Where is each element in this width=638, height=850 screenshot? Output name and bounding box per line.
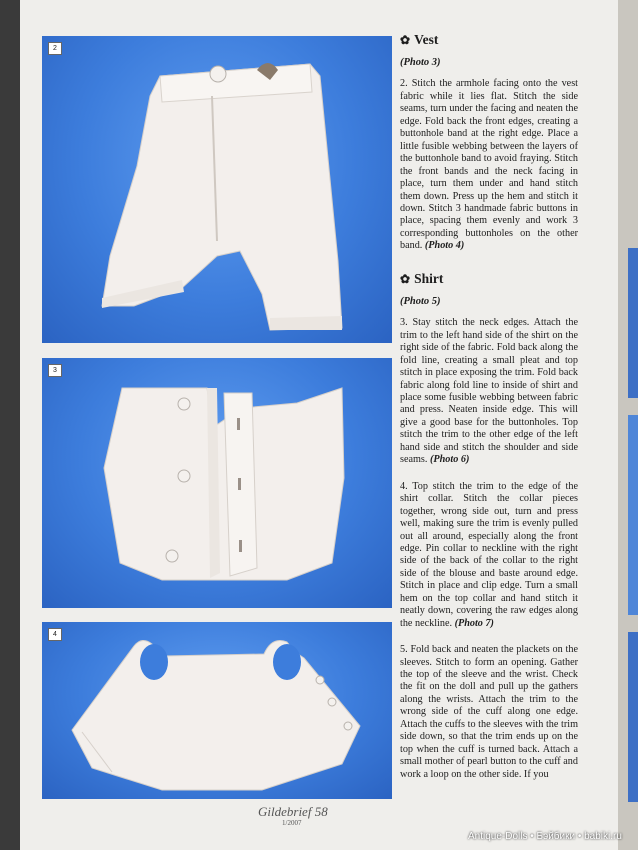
- shirt-step-5: 5. Fold back and neaten the plackets on the sleeves. Stitch to form an opening. Gather the top of the sleeve and the wrist. Check the fit on the doll and pull up the gathers along the wrists. Attach the trim to the wrong side of the cuff along one edge. Attach the cuffs to the sleeves with the trim side down, so that the trim ends up on the top when the cuff is turned back. Attach a small mother of pearl button to the cuff and work a loop on the other side. If you: [400, 644, 578, 780]
- vest-garment: [42, 358, 392, 608]
- photo-number: 2: [48, 42, 62, 55]
- next-page-photo: [628, 248, 638, 398]
- shirt-step-4: 4. Top stitch the trim to the edge of the shirt collar. Stitch the collar pieces together, wrong side out, turn and press well, making sure the trim is evenly pulled out all around, especially along the front edge. Pin collar to neckline with the right side of the back of the collar to the right side of the blouse and baste around edge. Stitch in place and clip edge. Turn a small hem on the top collar and hand stitch it neatly down, covering the raw edges along the neckline. (Photo 7): [400, 480, 578, 629]
- shirt-photo-ref: (Photo 5): [400, 295, 441, 307]
- photo-4-shirt: [42, 622, 392, 799]
- issue-number: 1/2007: [282, 819, 302, 827]
- page-footer: [258, 804, 328, 827]
- next-page-photo: [628, 415, 638, 615]
- vest-photo-ref: (Photo 3): [400, 57, 441, 68]
- shorts-garment: [42, 36, 392, 343]
- photo-number: 4: [48, 628, 62, 641]
- shirt-step-3: 3. Stay stitch the neck edges. Attach the trim to the left hand side of the shirt on the right side of the fabric. Fold back along the fold line, creating a small pleat and top stitch in place exposing the trim. Fold back fabric along fold line to inside of shirt and place some fusible webbing between fabric and press. Neaten inside edge. This will give a good base for the buttonholes. Top stitch the trim to the other edge of the left hand side and stitch the shoulder and side seams. (Photo 6): [400, 317, 578, 466]
- photo-number: 3: [48, 364, 62, 377]
- vest-step-2: 2. Stitch the armhole facing onto the vest fabric while it lies flat. Stitch the side seams, turn under the facing and neaten the edge. Fold back the front edges, creating a buttonhole band at the right edge. Place a little fusible webbing between the layers of the buttonhole band to avoid fraying. Stitch the front bands and the neck facing in place, turn them under and hand stitch them down. Press up the hem and stitch it down. Stitch 3 handmade fabric buttons in place, spacing them evenly and work 3 corresponding buttonholes on the other band. (Photo 4): [400, 78, 578, 252]
- photo-2-shorts: [42, 36, 392, 343]
- next-page-edge: [618, 0, 638, 850]
- flower-icon: ✿: [400, 33, 411, 47]
- vest-heading: ✿ Vest: [400, 32, 439, 47]
- page-number: 58: [314, 804, 328, 819]
- next-page-photo: [628, 632, 638, 802]
- watermark: Antique-Dolls • Бэйбики • babiki.ru: [468, 831, 622, 842]
- shirt-heading: ✿ Shirt: [400, 270, 444, 286]
- instructions-column: [400, 32, 578, 790]
- photo-3-vest: [42, 358, 392, 608]
- flower-icon: ✿: [400, 271, 411, 286]
- magazine-name: Gildebrief: [258, 804, 312, 819]
- shirt-garment: [42, 622, 392, 799]
